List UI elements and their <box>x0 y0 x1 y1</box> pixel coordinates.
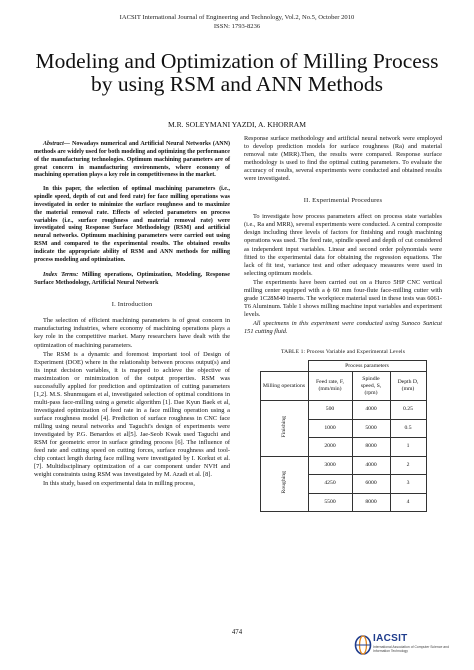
table-cell-depth: 0.25 <box>390 401 426 420</box>
introduction-paragraph-3: In this study, based on experimental data in milling process, <box>43 480 195 488</box>
index-terms-text: Milling operations, Optimization, Modeling, Response Surface Methodology, Artificial Neural Network <box>34 271 230 286</box>
table-cell-depth: 1 <box>390 438 426 457</box>
introduction-paragraph-2: The RSM is a dynamic and foremost important tool of Design of Experiment (DOE) where in the relationship between process output(s) and its input decision variables, it is mapped to achieve the objective of maximization or minimization of the output properties. RSM was successfully applied for prediction and optimization of cutting parameters [1,2]. M.S. Shunmugam et al, investigated selection of optimal conditions in multi-pass face-milling using a genetic algorithm [1]. Dae Kyun Baek et al, investigated optimization of feed rate in a face milling operation using a surface roughness model [4]. Prediction of surface roughness in CNC face milling using neural networks and Taguchi's design of experiments were investigated by P.G. Benardos et al[5]. Jae-Seob Kwak used Taguchi and RSM for geometric error in surface grinding process [6]. The influence of feed rate and cutting speed on cutting forces, surface roughness and tool-chip contact length during face milling were investigated by I. Korkut et al. [7]. Multidisciplinary optimization of a car component under NVH and weight constraints using RSM was investigated by M. Azadi et al. [8]. <box>34 350 230 479</box>
introduction-continuation: Response surface methodology and artificial neural network were employed to develop prediction models for surface roughness (Ra) and material removal rate (MRR).Then, the results were compared. Response surface methodology is used to find the optimal cutting parameters. To evaluate the accuracy of results, several experiments were conducted and obtained results were investigated. <box>244 135 442 183</box>
table-row <box>260 401 426 420</box>
index-terms <box>34 272 230 288</box>
table-empty-corner <box>260 361 308 372</box>
table-caption: TABLE 1: Process Variable and Experimental Levels <box>281 349 405 356</box>
table-header-speed: Spindle speed, S, (rpm) <box>352 372 390 401</box>
table-header-depth: Depth D, (mm) <box>390 372 426 401</box>
procedures-paragraph-2: The experiments have been carried out on a Hurco 5HP CNC vertical milling center equipped with a ϕ 60 mm four-flute face-milling cutter with grade 1C28M40 inserts. The workpiece material used in these tests was 6061-T6 Aluminum. Table 1 shows milling machine input variables and experiment levels. <box>244 278 442 318</box>
right-column <box>244 135 442 512</box>
logo-subtitle: International Association of Computer Science and Information Technology <box>373 645 449 653</box>
procedures-paragraph-1: To investigate how process parameters affect on process state variables (i.e., Ra and MRR), several experiments were conducted. A central composite design including three levels of factors for finishing and rough machining operations was used. The feed rate, spindle speed and depth of cut considered as independent input variables. Linear and second order polynomials were fitted to the experimental data for obtaining the regression equations. The lack of fit test, variance test and other adequacy measures were used in selecting optimum models. <box>244 213 442 277</box>
table-row <box>260 456 426 475</box>
page-number: 474 <box>231 629 243 636</box>
table-cell-speed: 6000 <box>352 475 390 494</box>
table-cell-depth: 2 <box>390 456 426 475</box>
table-cell-speed: 5000 <box>352 419 390 438</box>
finishing-label: Finishing <box>280 416 287 438</box>
paper-title-line1: Modeling and Optimization of Milling Process <box>35 49 439 73</box>
table-header-row <box>260 372 426 401</box>
procedures-paragraph-3: All specimens in this experiment were conducted using Sunoco Sunicut 151 cutting fluid. <box>244 319 442 335</box>
table-cell-depth: 4 <box>390 493 426 512</box>
table-cell-speed: 4000 <box>352 456 390 475</box>
journal-issn: ISSN: 1793-8236 <box>213 22 261 30</box>
journal-citation: IACSIT International Journal of Engineering and Technology, Vol.2, No.5, October 2010 <box>119 14 355 21</box>
iacsit-logo <box>354 631 454 661</box>
table-group-header: Process parameters <box>308 361 426 372</box>
roughing-label: Roughing <box>280 471 287 494</box>
table-cell-feed: 5500 <box>308 493 352 512</box>
index-terms-lead: Index Terms: <box>43 271 79 278</box>
finishing-group-cell <box>260 401 308 457</box>
table-cell-feed: 4250 <box>308 475 352 494</box>
abstract-text-1: Nowadays numerical and Artificial Neural Networks (ANN) methods are widely used for both modeling and optimizing the performance of the manufacturing technologies. Optimum machining parameters are of great concern in manufacturing environments, where economy of machining operation plays a key role in competitiveness in the market. <box>34 141 230 179</box>
left-column <box>34 141 230 488</box>
journal-header <box>0 14 474 31</box>
table-cell-feed: 2000 <box>308 438 352 457</box>
table-cell-feed: 500 <box>308 401 352 420</box>
abstract-paragraph-1 <box>34 141 230 180</box>
paper-title-line2: by using RSM and ANN Methods <box>90 72 384 96</box>
authors: M.R. SOLEYMANI YAZDI, A. KHORRAM <box>167 120 307 129</box>
introduction-paragraph-1: The selection of efficient machining parameters is of great concern in manufacturing industries, where economy of machining operations plays a key role in the competitive market. Many researchers have dealt with the optimization of machining parameters. <box>34 317 230 349</box>
table-cell-speed: 4000 <box>352 401 390 420</box>
table-cell-depth: 3 <box>390 475 426 494</box>
table-cell-depth: 0.5 <box>390 419 426 438</box>
table-cell-feed: 3000 <box>308 456 352 475</box>
roughing-group-cell <box>260 456 308 512</box>
table-group-row <box>260 361 426 372</box>
table-cell-speed: 8000 <box>352 493 390 512</box>
process-parameter-table <box>260 360 427 512</box>
iacsit-logo-icon <box>354 634 372 656</box>
table-header-feed: Feed rate, F, (mm/min) <box>308 372 352 401</box>
procedures-heading: II. Experimental Procedures <box>303 197 383 205</box>
abstract <box>34 141 230 265</box>
logo-name: IACSIT <box>373 633 408 644</box>
introduction-heading: I. Introduction <box>111 301 153 309</box>
table-cell-feed: 1000 <box>308 419 352 438</box>
abstract-lead: Abstract— <box>43 141 70 147</box>
abstract-paragraph-2: In this paper, the selection of optimal machining parameters (i.e., spindle speed, depth of cut and feed rate) for face milling operations was investigated in order to minimize the surface roughness and to maximize the material removal rate. Effects of selected parameters on process variables (i.e., surface roughness and material removal rate) were investigated using Response Surface Methodology (RSM) and artificial neural networks. Optimum machining parameters were carried out using RSM and compared to the experimental results. The obtained results indicate the appropriate ability of RSM and ANN methods for milling process modeling and optimization. <box>34 186 230 263</box>
paper-title <box>20 50 454 96</box>
table-cell-speed: 8000 <box>352 438 390 457</box>
table-header-operation: Milling operations <box>260 372 308 401</box>
